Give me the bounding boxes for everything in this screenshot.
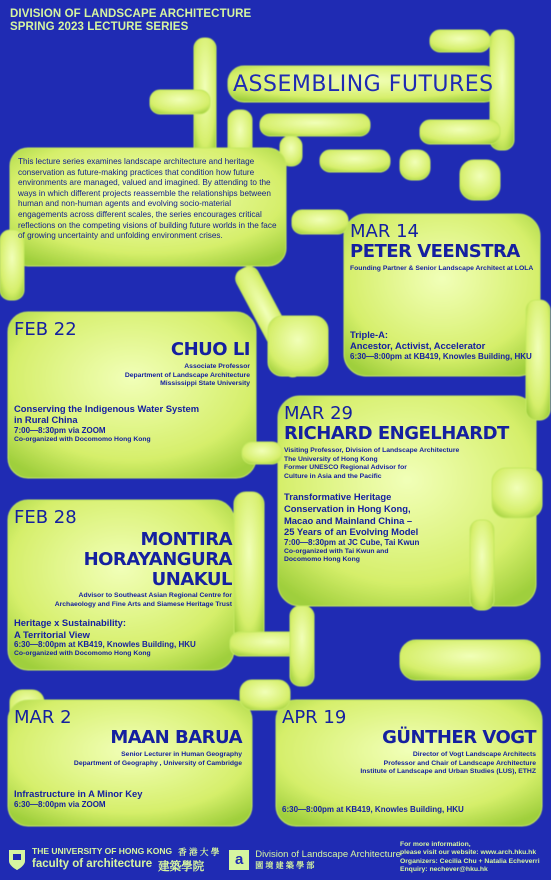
info-line: Organizers: Cecilia Chu + Natalia Echeverri: [400, 857, 540, 865]
talk-time: 6:30—8:00pm at KB419, Knowles Building, HKU: [350, 351, 532, 361]
hku-crest-icon: [8, 849, 26, 871]
talk-time: 6:30—8:00pm at KB419, Knowles Building, HKU: [282, 804, 464, 814]
email-link[interactable]: Enquiry: nechever@hku.hk: [400, 866, 488, 874]
co-organizer: Co-organized with Docomomo Hong Kong: [14, 650, 151, 658]
lecture-feb22: [14, 320, 250, 445]
talk-title-line: Transformative Heritage: [284, 491, 392, 503]
talk-title-line: Ancestor, Activist, Accelerator: [350, 340, 486, 352]
speaker-role: Mississippi State University: [160, 380, 250, 388]
speaker-role: Department of Geography , University of Cambridge: [73, 759, 242, 767]
lecture-speaker: MAAN BARUA: [110, 727, 242, 748]
division-name: Division of Landscape Architecture: [255, 849, 401, 860]
speaker-role: Culture in Asia and the Pacific: [284, 472, 382, 480]
talk-title-line: Heritage x Sustainability:: [14, 617, 127, 629]
lecture-date: FEB 22: [14, 319, 77, 340]
speaker-role: Founding Partner & Senior Landscape Architect at LOLA: [350, 265, 534, 272]
header-line-2: SPRING 2023 LECTURE SERIES: [10, 21, 189, 33]
speaker-role: Associate Professor: [184, 363, 250, 370]
talk-title-line: Conservation in Hong Kong,: [284, 502, 411, 514]
lecture-speaker: MONTIRA: [140, 529, 232, 550]
lecture-speaker: CHUO LI: [170, 339, 250, 360]
talk-time: 6:30—8:00pm via ZOOM: [14, 799, 106, 809]
website-link[interactable]: please visit our website: www.arch.hku.hk: [400, 849, 537, 857]
talk-time: 7:00—8:30pm at JC Cube, Tai Kwun: [284, 537, 420, 547]
lecture-date: MAR 2: [14, 707, 72, 728]
lecture-speaker: PETER VEENSTRA: [350, 241, 520, 262]
header-line-1: DIVISION OF LANDSCAPE ARCHITECTURE: [10, 8, 252, 20]
speaker-role: Senior Lecturer in Human Geography: [121, 751, 242, 758]
intro-text: This lecture series examines landscape architecture and heritage conservation as future-making practices that condition how future environments are managed, valued and imagined. By attending to the ways in which different projects reassemble the relationships between human and non-human agents and evolving socio-material engagements across different scales, the series encourages critical reflections on the competing visions of building future worlds in the face of growing uncertainty and unfolding environment crises.: [18, 157, 277, 241]
speaker-role: Professor and Chair of Landscape Architecture: [383, 759, 536, 767]
lecture-apr19: [282, 708, 536, 815]
faculty-name: faculty of architecture: [32, 858, 153, 870]
speaker-role: Institute of Landscape and Urban Studies (LUS), ETHZ: [360, 768, 536, 776]
hku-name-cn: 香 港 大 學: [178, 847, 220, 857]
division-logo-icon: a: [229, 850, 249, 870]
lecture-speaker: HORAYANGURA: [83, 549, 232, 570]
speaker-role: Department of Landscape Architecture: [124, 371, 250, 379]
lecture-date: APR 19: [282, 707, 347, 728]
talk-title-line: Triple-A:: [350, 328, 389, 340]
division-name-cn: 園 境 建 築 學 部: [255, 861, 315, 870]
lecture-speaker: UNAKUL: [151, 569, 232, 590]
speaker-role: Former UNESCO Regional Advisor for: [284, 464, 407, 472]
lecture-date: MAR 14: [350, 221, 419, 242]
speaker-role: Archaeology and Fine Arts and Siamese Heritage Trust: [54, 600, 232, 608]
speaker-role: Visiting Professor, Division of Landscape Architecture: [284, 447, 460, 454]
lecture-date: FEB 28: [14, 507, 77, 528]
footer-logos: [8, 846, 401, 874]
talk-title: Infrastructure in A Minor Key: [14, 788, 143, 800]
speaker-role: Advisor to Southeast Asian Regional Centre for: [78, 592, 232, 599]
talk-title-line: 25 Years of an Evolving Model: [284, 526, 419, 538]
talk-title-line: in Rural China: [14, 414, 78, 426]
hku-name: THE UNIVERSITY OF HONG KONG: [32, 846, 173, 856]
talk-time: 6:30—8:00pm at KB419, Knowles Building, HKU: [14, 640, 196, 650]
faculty-name-cn: 建築學院: [158, 861, 205, 873]
speaker-role: The University of Hong Kong: [284, 455, 378, 463]
lecture-mar2: [14, 708, 242, 810]
talk-title-line: A Territorial View: [14, 628, 90, 640]
lecture-speaker: GÜNTHER VOGT: [382, 727, 536, 748]
header: [10, 8, 251, 34]
co-organizer: Docomomo Hong Kong: [284, 556, 360, 564]
co-organizer: Co-organized with Docomomo Hong Kong: [14, 435, 151, 443]
footer-info: [400, 841, 540, 875]
co-organizer: Co-organized with Tai Kwun and: [284, 547, 389, 555]
speaker-role: Director of Vogt Landscape Architects: [412, 751, 536, 758]
lecture-speaker: RICHARD ENGELHARDT: [284, 423, 509, 444]
talk-title-line: Macao and Mainland China –: [284, 514, 413, 526]
lecture-mar29: [284, 404, 534, 565]
talk-title-line: Conserving the Indigenous Water System: [14, 402, 200, 414]
info-line: For more information,: [400, 841, 471, 848]
talk-time: 7:00—8:30pm via ZOOM: [14, 425, 106, 435]
lecture-date: MAR 29: [284, 403, 353, 424]
lecture-mar14: [350, 222, 540, 362]
lecture-feb28: [14, 508, 232, 659]
poster-title: ASSEMBLING FUTURES: [233, 72, 494, 97]
